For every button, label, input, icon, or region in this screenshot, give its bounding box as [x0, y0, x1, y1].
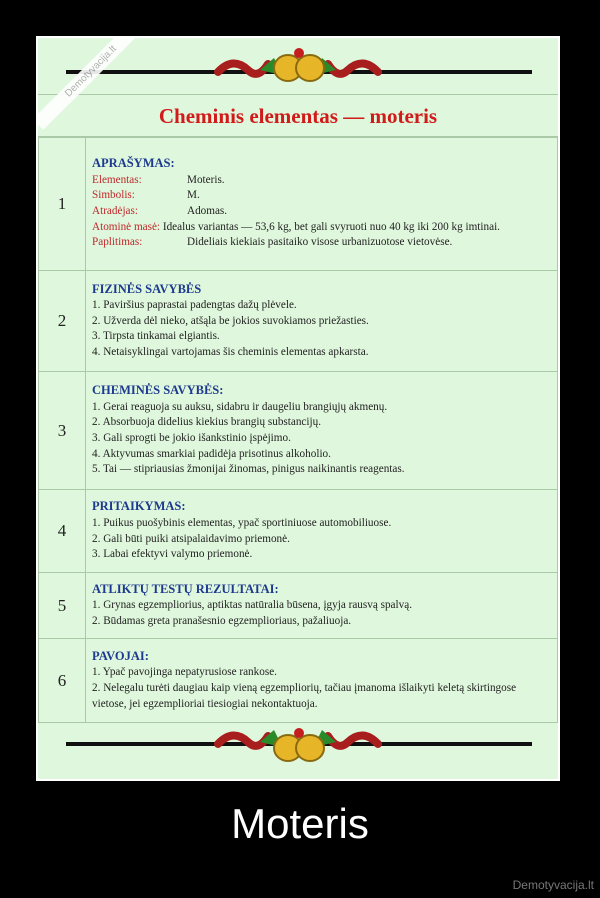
field-label: Elementas: — [92, 173, 142, 186]
table-row — [39, 271, 558, 372]
field-value: Adomas. — [187, 205, 228, 217]
list-item: 2. Nelegalu turėti daugiau kaip vieną egzempliorių, tačiau įmanoma išlaikyti keletą skirtingose vietose, jei egzemplioriai tiesiogiai nekontaktuoja. — [92, 682, 517, 710]
field-label: Atradėjas: — [92, 205, 138, 217]
list-item: 1. Puikus puošybinis elementas, ypač sportiniuose automobiliuose. — [92, 516, 392, 529]
watermark-ribbon: Demotyvacija.lt — [36, 36, 149, 130]
list-item: 4. Aktyvumas smarkiai padidėja prisotinus alkoholio. — [92, 447, 331, 460]
table-row — [39, 490, 558, 573]
field-label: Atominė masė: — [92, 220, 161, 233]
section-heading: APRAŠYMAS: — [92, 156, 175, 171]
field-value: Moteris. — [187, 173, 225, 186]
section-heading: PAVOJAI: — [92, 648, 149, 663]
section-heading: PRITAIKYMAS: — [92, 499, 186, 514]
holly-bells-ornament-bottom — [38, 724, 558, 780]
list-item: 1. Gerai reaguoja su auksu, sidabru ir daugeliu brangiųjų akmenų. — [92, 400, 388, 413]
row-number: 2 — [39, 271, 86, 372]
table-row — [39, 573, 558, 639]
list-item: 2. Būdamas greta pranašesnio egzemplioriaus, pažaliuoja. — [92, 614, 352, 627]
site-watermark: Demotyvacija.lt — [512, 878, 594, 892]
table-row — [39, 137, 558, 271]
field-label: Simbolis: — [92, 189, 135, 202]
row-number: 6 — [39, 639, 86, 723]
section-heading: CHEMINĖS SAVYBĖS: — [92, 383, 224, 398]
elements-table — [38, 136, 558, 723]
field-label: Paplitimas: — [92, 236, 143, 249]
list-item: 2. Absorbuoja didelius kiekius brangių substancijų. — [92, 416, 322, 429]
row-number: 5 — [39, 573, 86, 639]
table-row — [39, 372, 558, 490]
field-value: Idealus variantas — 53,6 kg, bet gali svyruoti nuo 40 kg iki 200 kg imtinai. — [162, 220, 500, 233]
list-item: 1. Grynas egzempliorius, aptiktas natūralia būsena, įgyja rausvą spalvą. — [92, 599, 412, 612]
section-heading: ATLIKTŲ TESTŲ REZULTATAI: — [92, 581, 279, 596]
row-number: 4 — [39, 490, 86, 573]
section-heading: FIZINĖS SAVYBĖS — [92, 281, 202, 296]
list-item: 2. Gali būti puiki atsipalaidavimo priemonė. — [92, 532, 290, 545]
page-title: Cheminis elementas — moteris — [38, 94, 558, 138]
poster-caption: Moteris — [231, 800, 369, 847]
row-number: 3 — [39, 372, 86, 490]
list-item: 2. Užverda dėl nieko, atšąla be jokios suvokiamos priežasties. — [92, 314, 369, 327]
table-row — [39, 639, 558, 723]
field-value: Dideliais kiekiais pasitaiko visose urbanizuotose vietovėse. — [187, 236, 453, 249]
list-item: 1. Ypač pavojinga nepatyrusiose rankose. — [92, 666, 277, 679]
list-item: 3. Labai efektyvi valymo priemonė. — [92, 548, 253, 561]
list-item: 3. Gali sprogti be jokio išankstinio įspėjimo. — [92, 432, 291, 444]
list-item: 1. Paviršius paprastai padengtas dažų plėvele. — [92, 299, 297, 312]
list-item: 3. Tirpsta tinkamai elgiantis. — [92, 330, 220, 343]
list-item: 5. Tai — stipriausias žmonijai žinomas, pinigus naikinantis reagentas. — [92, 463, 405, 476]
row-number: 1 — [39, 137, 86, 271]
field-value: M. — [187, 189, 200, 202]
poster-frame — [36, 36, 560, 781]
list-item: 4. Netaisyklingai vartojamas šis cheminis elementas apkarsta. — [92, 345, 369, 358]
